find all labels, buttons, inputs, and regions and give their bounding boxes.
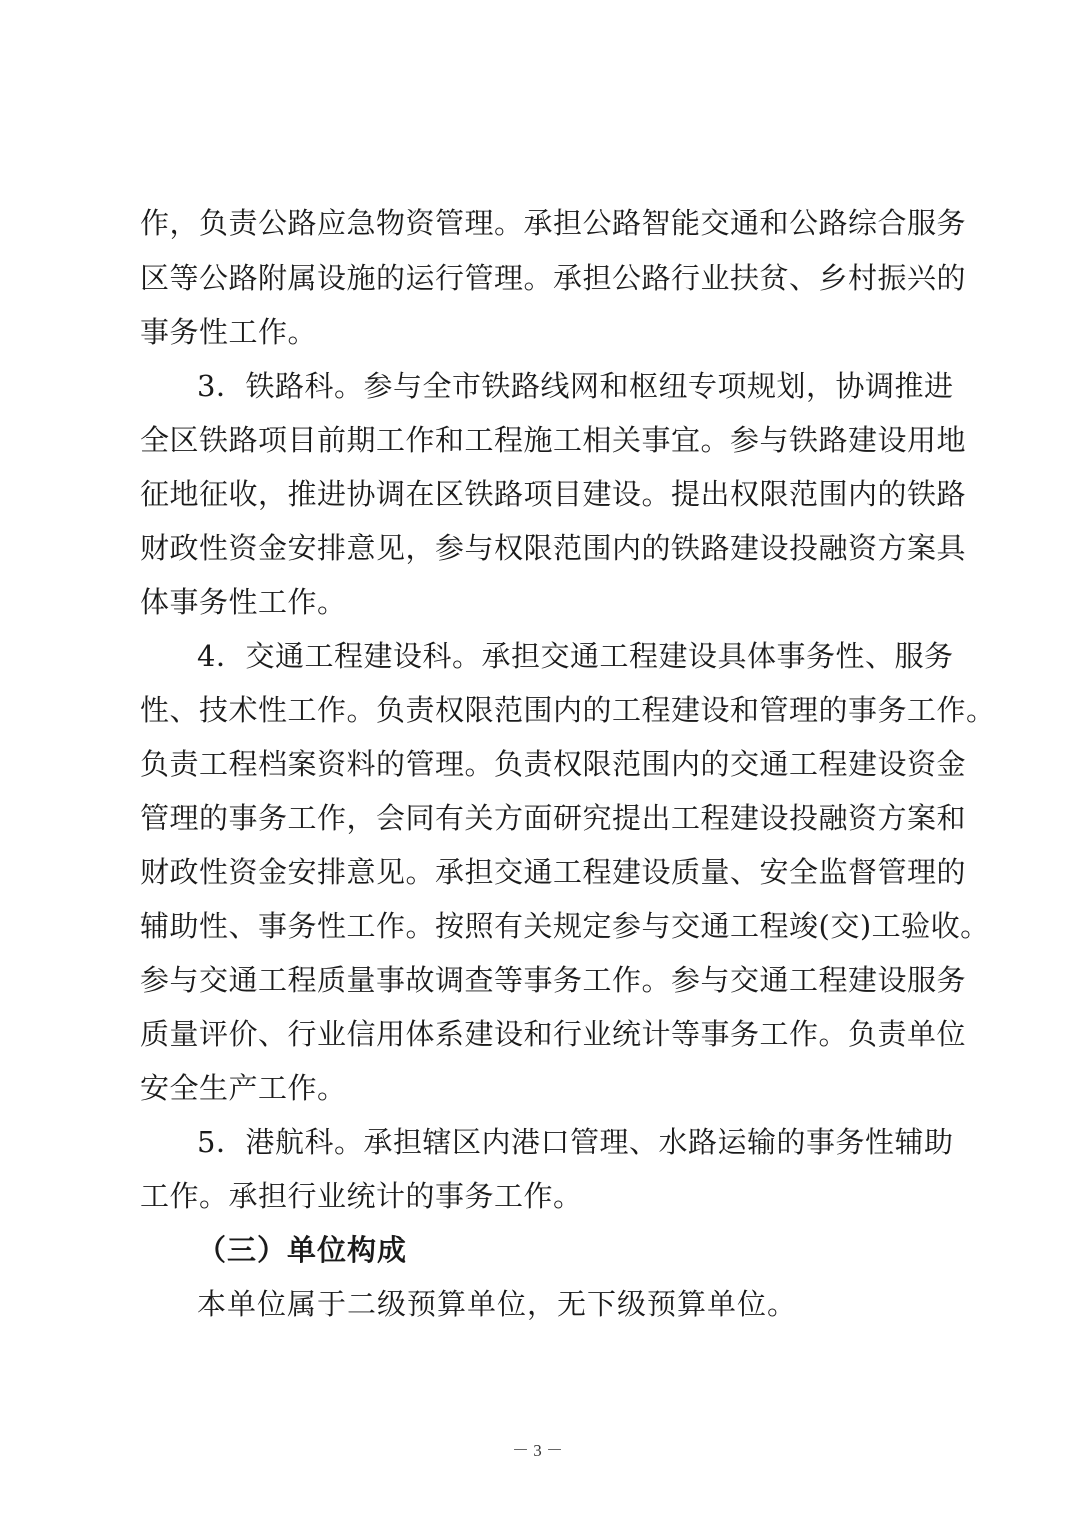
paragraph-line: 负责工程档案资料的管理。负责权限范围内的交通工程建设资金 (140, 747, 967, 781)
paragraph-line: 4．交通工程建设科。承担交通工程建设具体事务性、服务 (197, 639, 954, 673)
paragraph-line: 参与交通工程质量事故调查等事务工作。参与交通工程建设服务 (140, 963, 967, 997)
paragraph-line: 体事务性工作。 (140, 585, 347, 619)
paragraph-line: 安全生产工作。 (140, 1071, 347, 1105)
paragraph-line: 全区铁路项目前期工作和工程施工相关事宜。参与铁路建设用地 (140, 423, 967, 457)
paragraph-line: 质量评价、行业信用体系建设和行业统计等事务工作。负责单位 (140, 1017, 967, 1051)
paragraph-line: 工作。承担行业统计的事务工作。 (140, 1179, 583, 1213)
paragraph-line: 作，负责公路应急物资管理。承担公路智能交通和公路综合服务 (140, 206, 967, 240)
page-number: － 3 － (512, 1441, 563, 1460)
paragraph-line: 性、技术性工作。负责权限范围内的工程建设和管理的事务工作。 (140, 693, 996, 727)
section-heading: （三）单位构成 (197, 1233, 408, 1267)
paragraph-line: 3．铁路科。参与全市铁路线网和枢纽专项规划，协调推进 (197, 369, 954, 403)
paragraph-line: 征地征收，推进协调在区铁路项目建设。提出权限范围内的铁路 (140, 477, 967, 511)
paragraph-line: 区等公路附属设施的运行管理。承担公路行业扶贫、乡村振兴的 (140, 261, 967, 295)
paragraph-line: 5．港航科。承担辖区内港口管理、水路运输的事务性辅助 (197, 1125, 954, 1159)
paragraph-line: 财政性资金安排意见。承担交通工程建设质量、安全监督管理的 (140, 855, 967, 889)
paragraph-line: 事务性工作。 (140, 315, 318, 349)
paragraph-line: 财政性资金安排意见，参与权限范围内的铁路建设投融资方案具 (140, 531, 967, 565)
paragraph-line: 辅助性、事务性工作。按照有关规定参与交通工程竣(交)工验收。 (140, 909, 990, 943)
section-text: 本单位属于二级预算单位，无下级预算单位。 (197, 1287, 798, 1321)
paragraph-line: 管理的事务工作，会同有关方面研究提出工程建设投融资方案和 (140, 801, 967, 835)
